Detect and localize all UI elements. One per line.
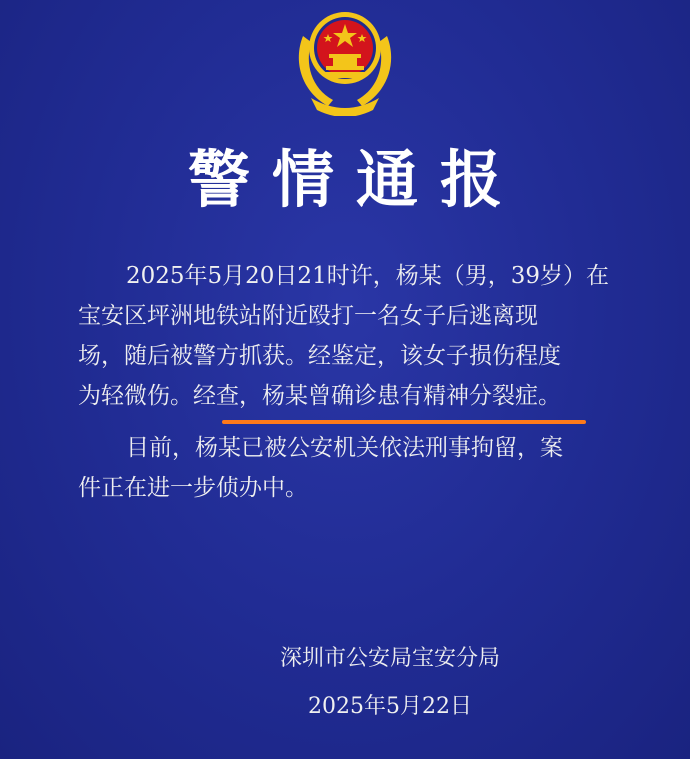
highlight-underline	[222, 420, 586, 424]
police-emblem-icon	[293, 6, 397, 116]
text-line: 目前，杨某已被公安机关依法刑事拘留，案	[126, 435, 563, 461]
text-line: 2025年5月20日21时许，杨某（男，39岁）在	[126, 263, 609, 289]
paragraph-status	[78, 428, 618, 508]
text-line: 场，随后被警方抓获。经鉴定，该女子损伤程度	[78, 343, 561, 369]
paragraph-incident	[78, 256, 618, 416]
text-line: 宝安区坪洲地铁站附近殴打一名女子后逃离现	[78, 303, 538, 329]
text-line: 为轻微伤。经查，杨某曾确诊患有精神分裂症。	[78, 383, 561, 409]
page-title: 警情通报	[187, 143, 524, 216]
text-line: 件正在进一步侦办中。	[78, 475, 308, 501]
signature-date: 2025年5月22日	[308, 694, 472, 719]
signature-organization: 深圳市公安局宝安分局	[279, 646, 500, 671]
